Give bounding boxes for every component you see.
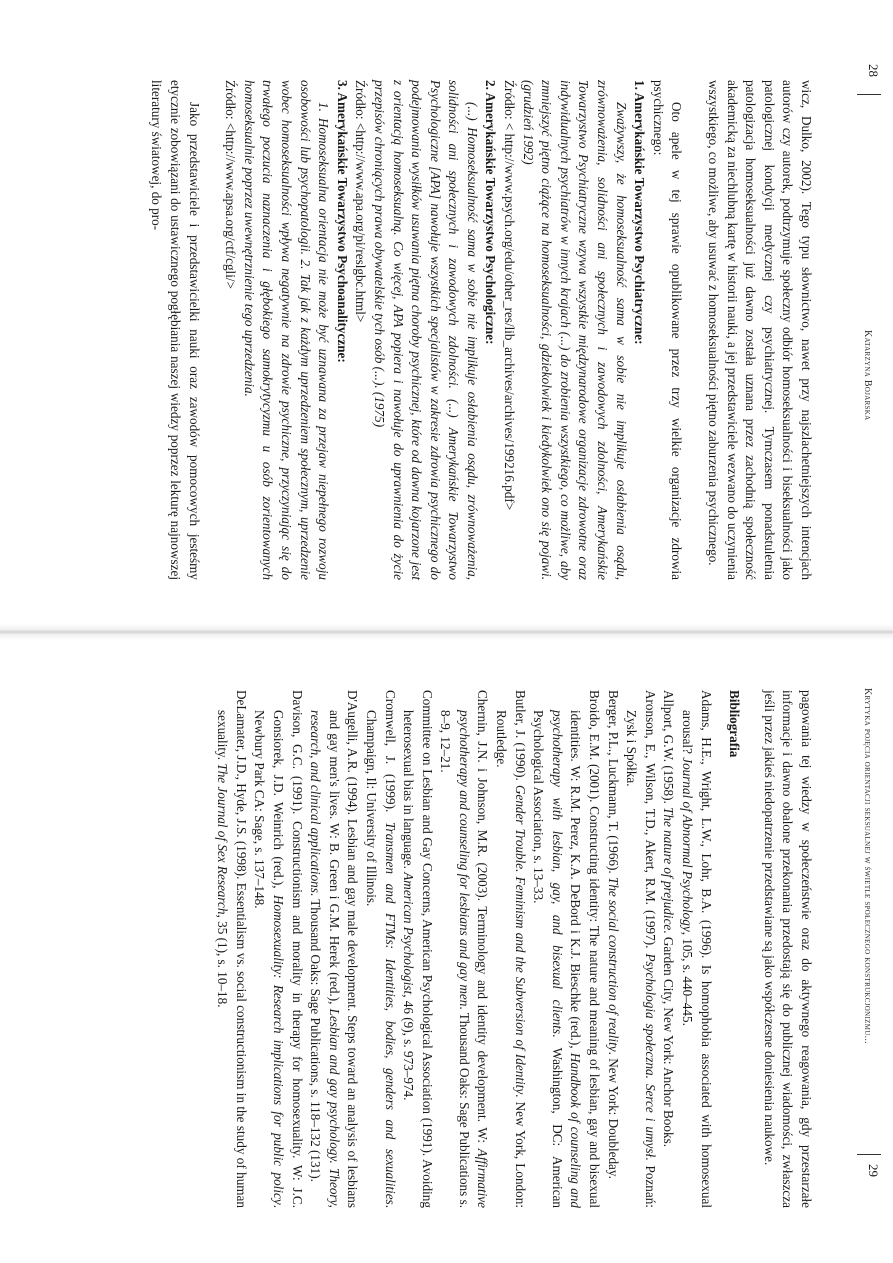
entry-details: , 105, s. 440–445.: [680, 931, 696, 1026]
entry-text: DeLamater, J.D., Hyde, J.S. (1998). Essentialism vs. social constructionism in the study of human sexuality.: [215, 690, 249, 1208]
bibliography-entry: [213, 690, 250, 1208]
entry-details: , 46 (9), s. 973–974.: [401, 994, 417, 1101]
entry-details: . Washington, DC: American Psychological Association, s. 13–33.: [531, 710, 565, 1208]
left-text-block: [147, 80, 815, 580]
entry-details: . Poznań: Zysk i Spółka.: [624, 710, 658, 1208]
running-head: Krytyka pojęcia orientacji seksualnej w świetle społecznego konstrukcjonizmu...: [862, 688, 873, 1044]
entry-text: Broido, E.M. (2001). Constructing identity: The nature and meaning of lesbian, gay and bisexual identities. W: R.M. Perez, K.A. DeBord i K.J. Bieschke (red.),: [568, 690, 603, 1208]
bibliography-entry: [603, 690, 622, 1208]
header-rule: [857, 1154, 881, 1155]
entry-details: . Champaign, Il: University of Illinois.: [363, 710, 398, 1208]
entry-title: Psychologia społeczna. Serce i umysł: [642, 953, 658, 1158]
entry-details: . Garden City, New York: Anchor Books.: [661, 930, 677, 1148]
entry-details: . Thousand Oaks: Sage Publications s. 8–9, 12–21.: [438, 710, 472, 1208]
entry-title: The social construction of reality: [605, 877, 621, 1052]
section-heading: 2. Amerykańskie Towarzystwo Psychologiczne:: [483, 80, 499, 345]
bibliography-entry: [250, 690, 306, 1208]
running-head: Katarzyna Bojarska: [862, 330, 873, 421]
right-text-block: [213, 690, 815, 1208]
page-number: 28: [866, 64, 881, 77]
entry-text: D'Augelli, A.R. (1994). Lesbian and gay male development. Steps toward an analysis of lesbians and gay men's lives. W: B. Green i G.M. Herek (red.),: [326, 690, 361, 1208]
bibliography-title: Bibliografia: [727, 690, 743, 758]
bibliography-entry: [436, 690, 492, 1208]
entry-title: Lesbian and gay psychology. Theory, research, and clinical applications: [308, 710, 342, 1208]
lead-paragraph: Oto apele w tej sprawie opublikowane przez trzy wielkie organizacje zdrowia psychicznego:: [650, 80, 685, 580]
source-line: Źródło: <http://www.apsa.org/ctf/cgli/>: [223, 80, 239, 289]
quote-paragraph: (...) Homoseksualność sama w sobie nie implikuje osłabienia osądu, zrównoważenia, solidności ani społecznych i zawodowych zdolności. (...) Amerykańskie Towarzystwo Psychologiczne [APA] nawołuje wszystkich specjalistów w zakresie zdrowia psychicznego do podejmowania wysiłków usuwania piętna choroby psychicznej, które od dawna kojarzone jest z orientacją homoseksualną. Co więcej, APA popiera i nawołuje do uprawnienia do życie przepisów chroniących prawa obywatelskie tych osób (...). (1975): [371, 80, 480, 580]
entry-details: . New York: Doubleday.: [605, 1051, 621, 1179]
entry-text: Allport, G.W. (1958).: [661, 690, 677, 808]
entry-title: Handbook of counseling and psychotherapy with lesbian, gay, and bisexual clients: [549, 710, 584, 1208]
entry-text: Berger, P.L., Luckmann, T. (1966).: [605, 690, 621, 877]
entry-text: Butler, J. (1990).: [512, 690, 528, 785]
entry-text: Aronson, E., Wilson, T.D., Akert, R.M. (1997).: [642, 690, 658, 954]
intro-paragraph: pagowania tej wiedzy w społeczeństwie oraz do aktywnego reagowania, gdy przestarzałe informacje i dawno obalone przekonania przedostają się do publicznej wiadomości, zwłaszcza jeśli przez jakieś niedopatrzenie przedstawiane są jako współczesne doniesienia naukowe.: [761, 690, 814, 1208]
right-page: [0, 632, 893, 1263]
bibliography-entry: [529, 690, 603, 1208]
source-line: Źródło: < http://www.psych.org/edu/other_res/lib_archives/archives/199216.pdf>: [502, 80, 518, 511]
header-rule: [857, 94, 881, 95]
closing-paragraph: Jako przedstawiciele i przedstawicielki nauki oraz zawodów pomocowych jesteśmy etycznie zobowiązani do ustawicznego pogłębiania naszej wiedzy poprzez lekturę najnowszej literatury światowej, do pro-: [149, 80, 202, 580]
bibliography-entry: [677, 690, 714, 1208]
entry-title: The Journal of Sex Research: [215, 763, 231, 915]
entry-title: Homosexuality: Research implications for public policy: [270, 894, 286, 1205]
entry-title: American Psychologist: [401, 872, 417, 995]
entry-details: . New York, London: Routledge.: [494, 710, 528, 1208]
section-heading: 1. Amerykańskie Towarzystwo Psychiatryczne:: [632, 80, 648, 345]
entry-details: . Thousand Oaks: Sage Publications, s. 118–132 (131).: [308, 892, 324, 1182]
source-line: Źródło: <http://www.apa.org/pi/reslgbc.html>: [353, 80, 369, 323]
intro-paragraph: wicz, Dulko, 2002). Tego typu słownictwo, nawet przy najszlachetniejszych intencjach autorów czy autorek, podtrzymuje społeczny odbiór homoseksualności i biseksualności jako patologicznej kondycji medycznej czy psychiatrycznej. Tymczasem ponadstuletnia patologizacja homoseksualności już dawno została uznana przez zachodnią społeczność akademicką za niechlubną kartę w historii nauki, a jej przedstawiciele wezwano do uczynienia wszystkiego, co możliwe, aby usuwać z homoseksualności piętno zaburzenia psychicznego.: [706, 80, 814, 580]
entry-text: Adams, H.E., Wright, L.W., Lohr, B.A. (1996). Is homophobia associated with homosexual arousal?: [680, 690, 714, 1208]
quote-paragraph: Zważywszy, że homoseksualność sama w sobie nie implikuje osłabienia osądu, zrównoważenia, solidności ani społecznych i zawodowych zdolności, Amerykańskie Towarzystwo Psychiatryczne wzywa wszystkie międzynarodowe organizacje zdrowotne oraz indywidualnych psychiatrów w innych krajach (...) do zrobienia wszystkiego, co możliwe, aby zmniejszyć piętno ciążące na homoseksualności, gdziekolwiek i kiedykolwiek ono się pojawi. (grudzień 1992): [520, 80, 629, 580]
entry-title: Affirmative psychotherapy and counseling for lesbians and gay men: [456, 710, 491, 1208]
bibliography-entry: [659, 690, 678, 1208]
section-heading: 3. Amerykańskie Towarzystwo Psychoanalityczne:: [334, 80, 350, 363]
entry-details: , 35 (1), s. 10–18.: [215, 914, 231, 1008]
bibliography-entry: [399, 690, 436, 1208]
quote-paragraph: 1. Homoseksualna orientacja nie może być uznawana za przejaw niepełnego rozwoju osobowości lub psychopatologii. 2. Tak jak z każdym uprzedzeniem społecznym, uprzedzenie wobec homoseksualności wpływa negatywnie na zdrowie psychiczne, przyczyniając się do trwałego poczucia naznaczenia i głębokiego samokrytycyzmu u osób zorientowanych homoseksualnie poprzez uwewnętrznienie tego uprzedzenia.: [241, 80, 332, 580]
bibliography-entry: [361, 690, 398, 1208]
bibliography-list: [213, 690, 715, 1208]
entry-text: Cromwell, J. (1999).: [382, 690, 398, 822]
left-page: [0, 0, 893, 631]
bibliography-entry: [492, 690, 529, 1208]
entry-title: The nature of prejudice: [661, 807, 677, 931]
entry-details: . Newbury Park CA: Sage, s. 137–148.: [252, 710, 286, 1208]
bibliography-entry: [622, 690, 659, 1208]
page-number: 29: [866, 1164, 881, 1177]
bibliography-entry: [306, 690, 362, 1208]
entry-title: Journal of Abnormal Psychology: [680, 757, 696, 932]
entry-title: Transmen and FTMs: Identities, bodies, genders and sexualities: [382, 821, 398, 1205]
entry-text: Davison, G.C. (1991). Constructionism and morality in therapy for homosexuality. W: J.C. Gonsiorek, J.D. Weinrich (red.),: [270, 690, 305, 1208]
entry-text: Chernin, J.N. i Johnson, M.R. (2003). Terminology and identity development. W:: [475, 690, 491, 1149]
entry-text: Committee on Lesbian and Gay Concerns, American Psychological Association (1991). Avoiding heterosexual bias in language.: [401, 690, 435, 1208]
entry-title: Gender Trouble. Feminism and the Subversion of Identity: [512, 784, 528, 1095]
